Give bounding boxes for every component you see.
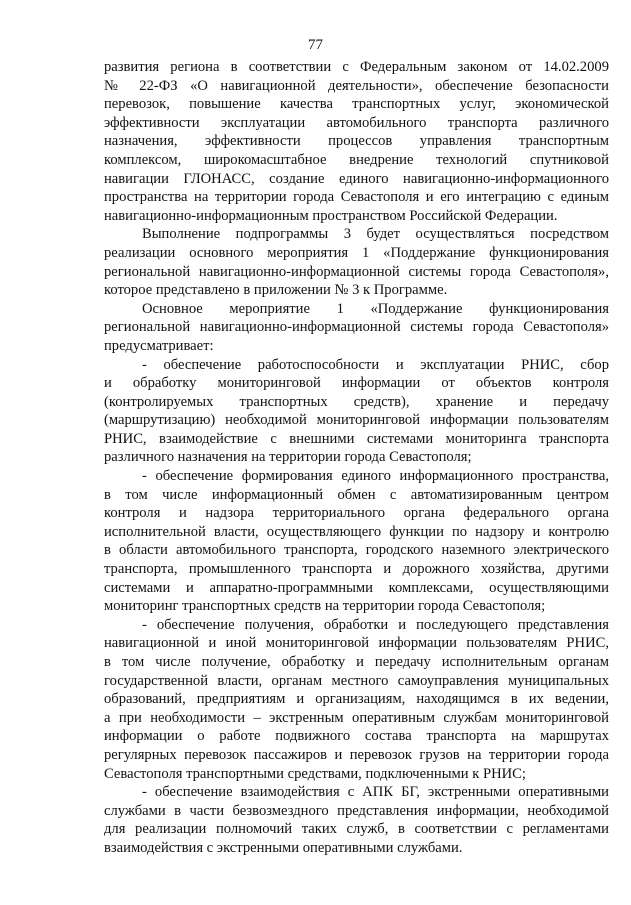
text-line: навигационно-информационным пространством Российской Федерации. (104, 207, 558, 224)
text-line: перевозок, повышение качества транспортных услуг, экономической (104, 96, 609, 113)
paragraph-purpose (104, 58, 609, 225)
text-line: (маршрутизацию) необходимой мониторинговой информации пользователям (104, 412, 609, 429)
paragraph-implementation (104, 225, 609, 299)
text-line: государственной власти, органам местного самоуправления муниципальных (104, 672, 609, 689)
text-line: предусматривает: (104, 337, 214, 354)
text-line: в том числе информационный обмен с автоматизированным центром (104, 486, 609, 503)
text-line: в том числе получение, обработку и передачу исполнительным органам (104, 654, 609, 670)
text-line: регулярных перевозок пассажиров и перевозок грузов на территории города (104, 746, 609, 763)
text-line: развития региона в соответствии с Федеральным законом от 14.02.2009 (104, 59, 609, 75)
text-line: для реализации полномочий таких служб, в соответствии с регламентами (104, 821, 609, 838)
list-item-monitoring-info (104, 616, 609, 783)
text-line: которое представлено в приложении № 3 к Программе. (104, 282, 448, 299)
text-line: № 22-ФЗ «О навигационной деятельности», обеспечение безопасности (104, 77, 609, 94)
text-line: - обеспечение взаимодействия с АПК БГ, экстренными оперативными (142, 784, 609, 801)
text-line: исполнительной власти, осуществляющего функции по надзору и контролю (104, 523, 609, 540)
text-line: в области автомобильного транспорта, городского наземного электрического (104, 542, 609, 559)
text-line: информации о работе подвижного состава транспорта на маршрутах (104, 728, 609, 745)
text-line: службами в части безвозмездного представления информации, необходимой (104, 802, 609, 819)
text-line: навигации ГЛОНАСС, создание единого навигационно-информационного (104, 170, 609, 187)
text-line: эффективности эксплуатации автомобильного транспорта различного (104, 114, 609, 131)
text-line: региональной навигационно-информационной системы города Севастополя» (104, 319, 609, 336)
text-line: транспорта, промышленного транспорта и дорожного хозяйства, другими (104, 561, 609, 578)
text-line: контроля и надзора территориального органа федерального органа (104, 505, 609, 522)
text-line: мониторинг транспортных средств на территории города Севастополя; (104, 598, 546, 615)
list-item-operation (104, 356, 609, 468)
text-line: комплексом, широкомасштабное внедрение технологий спутниковой (104, 151, 609, 168)
text-line: пространства на территории города Севастополя и его интеграцию с единым (104, 189, 609, 206)
text-line: назначения, эффективности процессов управления транспортным (104, 133, 609, 150)
list-item-interaction (104, 783, 609, 857)
text-line: а при необходимости – экстренным оперативным службам мониторинговой (104, 709, 609, 726)
text-line: образований, предприятиям и организациям, находящимся в их ведении, (104, 691, 609, 708)
text-line: различного назначения на территории города Севастополя; (104, 449, 472, 466)
text-line: - обеспечение получения, обработки и последующего представления (142, 616, 609, 633)
text-line: Выполнение подпрограммы 3 будет осуществляться посредством (142, 226, 609, 243)
list-item-information-space (104, 467, 609, 616)
text-line: - обеспечение формирования единого информационного пространства, (142, 468, 609, 485)
text-line: навигационной и иной мониторинговой информации пользователям РНИС, (104, 635, 609, 652)
text-line: РНИС, взаимодействие с внешними системами мониторинга транспорта (104, 430, 609, 447)
text-line: (контролируемых транспортных средств), хранение и передачу (104, 393, 609, 410)
text-line: Севастополя транспортными средствами, подключенными к РНИС; (104, 765, 526, 782)
paragraph-main-activity (104, 300, 609, 356)
text-line: региональной навигационно-информационной системы города Севастополя», (104, 263, 609, 280)
text-line: Основное мероприятие 1 «Поддержание функционирования (142, 300, 609, 317)
text-line: и обработку мониторинговой информации от объектов контроля (104, 375, 609, 392)
page-number: 77 (308, 37, 323, 53)
text-line: системами и аппаратно-программными комплексами, осуществляющими (104, 579, 609, 596)
text-line: реализации основного мероприятия 1 «Поддержание функционирования (104, 244, 609, 261)
text-line: взаимодействия с экстренными оперативными службами. (104, 839, 463, 856)
document-body (104, 58, 609, 858)
text-line: - обеспечение работоспособности и эксплуатации РНИС, сбор (142, 356, 609, 373)
